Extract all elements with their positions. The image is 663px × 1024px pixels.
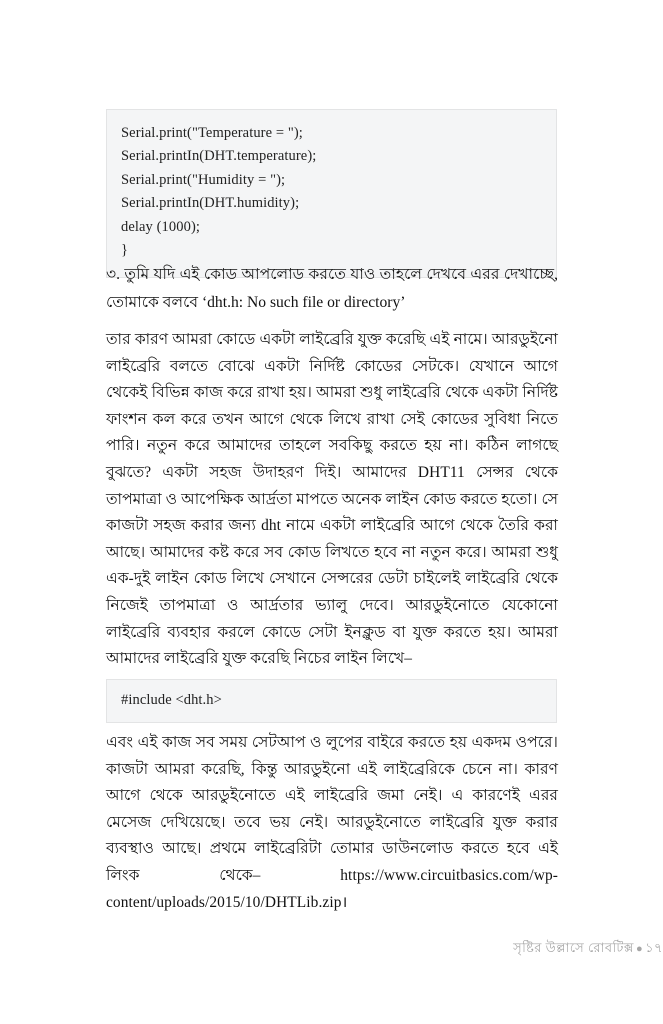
code-line: delay (1000); bbox=[121, 218, 201, 235]
numbered-paragraph-3: ৩. তুমি যদি এই কোড আপলোড করতে যাও তাহলে দেখবে এরর দেখাচ্ছে, তোমাকে বলবে ‘dht.h: No such file or directory’ bbox=[106, 266, 558, 311]
footer-separator-dot: ● bbox=[636, 942, 644, 955]
page-footer bbox=[106, 938, 663, 960]
final-paragraph-with-link: এবং এই কাজ সব সময় সেটআপ ও লুপের বাইরে করতে হয় একদম ওপরে। কাজটা আমরা করেছি, কিন্তু আরডুইনো এই লাইব্রেরিকে চেনে না। কারণ আগে থেকে আরডুইনোতে এই লাইব্রেরি জমা নেই। এ কারণেই এরর মেসেজ দেখিয়েছে। তবে ভয় নেই। আরডুইনোতে লাইব্রেরি যুক্ত করার ব্যবস্থাও আছে। প্রথমে লাইব্রেরিটা তোমার ডাউনলোড করতে হবে এই লিংক থেকে– https://www.circuitbasics.com/wp-content/uploads/2015/10/DHTLib.zip। bbox=[106, 734, 558, 911]
code-line: #include <dht.h> bbox=[121, 692, 222, 708]
footer-book-title: সৃষ্টির উল্লাসে রোবটিক্স bbox=[513, 940, 635, 955]
code-line: Serial.print("Temperature = "); bbox=[121, 125, 303, 141]
code-block-include-directive bbox=[106, 679, 557, 723]
footer-page-number: ১৭ bbox=[645, 940, 663, 955]
code-line: } bbox=[121, 242, 129, 259]
code-block-arduino-serial bbox=[106, 109, 557, 278]
code-line: Serial.print("Humidity = "); bbox=[121, 171, 286, 188]
code-line: Serial.printIn(DHT.temperature); bbox=[121, 148, 317, 165]
explanation-paragraph: তার কারণ আমরা কোডে একটা লাইব্রেরি যুক্ত করেছি এই নামে। আরডুইনো লাইব্রেরি বলতে বোঝে একটা নির্দিষ্ট কোডের সেটকে। যেখানে আগে থেকেই বিভিন্ন কাজ করে রাখা হয়। আমরা শুধু লাইব্রেরি থেকে একটা নির্দিষ্ট ফাংশন কল করে তখন আগে থেকে লিখে রাখা সেই কোডের সুবিধা নিতে পারি। নতুন করে আমাদের তাহলে সবকিছু করতে হয় না। কঠিন লাগছে বুঝতে? একটা সহজ উদাহরণ দিই। আমাদের DHT11 সেন্সর থেকে তাপমাত্রা ও আপেক্ষিক আর্দ্রতা মাপতে অনেক লাইন কোড করতে হতো। সে কাজটা সহজ করার জন্য dht নামে একটা লাইব্রেরি আগে থেকে তৈরি করা আছে। আমাদের কষ্ট করে সব কোড লিখতে হবে না নতুন করে। আমরা শুধু এক-দুই লাইন কোড লিখে সেখানে সেন্সরের ডেটা চাইলেই লাইব্রেরি থেকে নিজেই তাপমাত্রা ও আর্দ্রতার ভ্যালু দেবে। আরডুইনোতে যেকোনো লাইব্রেরি ব্যবহার করলে কোডে সেটা ইনক্লুড বা যুক্ত করতে হয়। আমরা আমাদের লাইব্রেরি যুক্ত করেছি নিচের লাইন লিখে– bbox=[106, 331, 558, 668]
code-line: Serial.printIn(DHT.humidity); bbox=[121, 195, 300, 212]
